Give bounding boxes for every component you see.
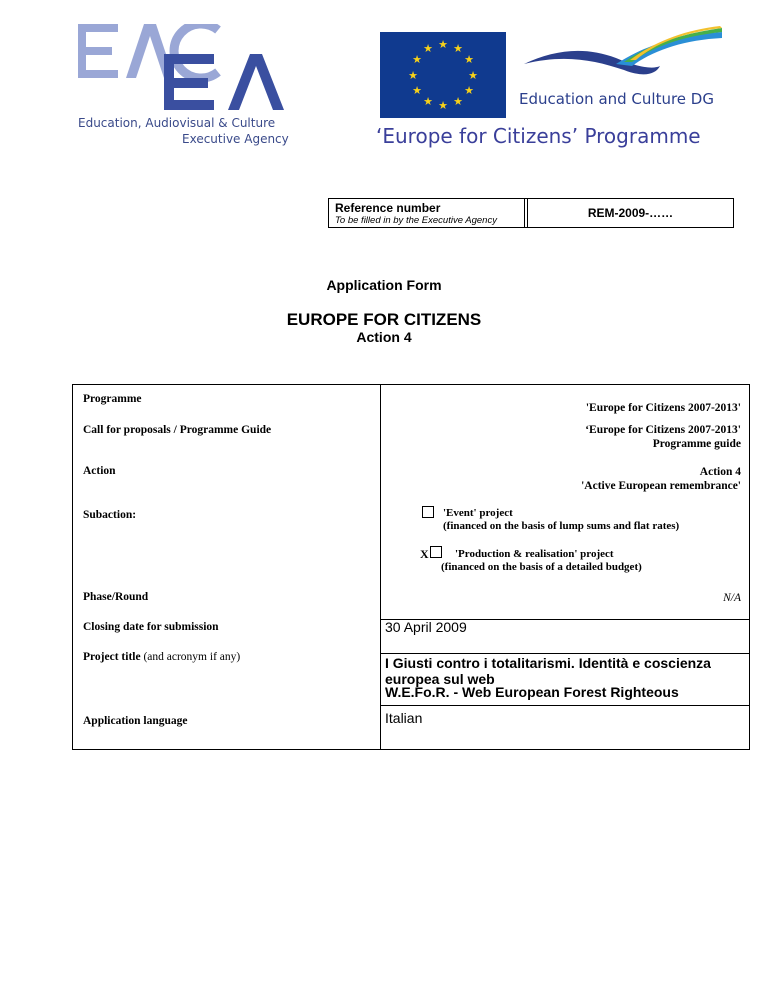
svg-text:★: ★ xyxy=(464,53,474,66)
svg-text:★: ★ xyxy=(464,84,474,97)
svg-text:★: ★ xyxy=(453,42,463,55)
programme-title: ‘Europe for Citizens’ Programme xyxy=(376,124,701,148)
project-title-line1: I Giusti contro i totalitarismi. Identità e coscienza xyxy=(385,655,711,671)
reference-label: Reference number xyxy=(335,201,441,215)
main-title: EUROPE FOR CITIZENS xyxy=(286,310,482,329)
production-selected-mark: X xyxy=(420,547,429,561)
language-value: Italian xyxy=(385,710,423,726)
language-label: Application language xyxy=(83,715,188,727)
subaction-label: Subaction: xyxy=(83,509,137,521)
production-project-note: (financed on the basis of a detailed budget) xyxy=(441,561,642,573)
dg-label: Education and Culture DG xyxy=(519,90,714,108)
reference-label-cell xyxy=(329,199,525,227)
eu-flag-icon xyxy=(380,32,506,118)
svg-text:★: ★ xyxy=(408,69,418,82)
closing-date-label: Closing date for submission xyxy=(83,621,219,633)
reference-note: To be filled in by the Executive Agency xyxy=(335,215,497,226)
dg-swoosh-icon xyxy=(524,26,724,92)
action-title: Action 4 xyxy=(356,329,412,345)
project-title-label xyxy=(83,651,240,663)
eacea-line1: Education, Audiovisual & Culture xyxy=(78,116,276,130)
phase-value: N/A xyxy=(723,592,741,604)
project-title-label-bold: Project title xyxy=(83,651,141,663)
svg-text:★: ★ xyxy=(438,99,448,112)
event-project-checkbox[interactable] xyxy=(422,506,434,518)
svg-text:★: ★ xyxy=(453,95,463,108)
call-label: Call for proposals / Programme Guide xyxy=(83,424,272,436)
svg-text:★: ★ xyxy=(438,38,448,51)
svg-text:★: ★ xyxy=(412,84,422,97)
programme-label: Programme xyxy=(83,393,142,405)
eacea-logo xyxy=(78,24,308,154)
svg-text:★: ★ xyxy=(423,95,433,108)
action-value-line1: Action 4 xyxy=(699,466,741,478)
svg-text:★: ★ xyxy=(412,53,422,66)
form-title: Application Form xyxy=(326,277,442,293)
closing-date-value: 30 April 2009 xyxy=(385,619,467,635)
event-project-label: 'Event' project xyxy=(443,507,513,519)
call-value-line1: ‘Europe for Citizens 2007-2013' xyxy=(585,424,741,436)
row-divider xyxy=(380,653,749,654)
action-label: Action xyxy=(83,465,116,477)
production-project-label: 'Production & realisation' project xyxy=(455,548,614,560)
call-value-line2: Programme guide xyxy=(652,438,741,450)
production-project-checkbox[interactable] xyxy=(430,546,442,558)
phase-label: Phase/Round xyxy=(83,591,149,603)
column-divider xyxy=(380,385,381,749)
application-table xyxy=(72,384,750,750)
reference-box xyxy=(328,198,734,228)
eacea-line2: Executive Agency xyxy=(182,132,289,146)
programme-value: 'Europe for Citizens 2007-2013' xyxy=(585,402,741,414)
action-value-line2: 'Active European remembrance' xyxy=(581,480,741,492)
project-title-line2: europea sul web xyxy=(385,671,495,687)
row-divider xyxy=(380,705,749,706)
reference-value: REM-2009-…… xyxy=(527,199,733,227)
project-acronym: W.E.Fo.R. - Web European Forest Righteous xyxy=(385,684,679,700)
svg-text:★: ★ xyxy=(468,69,478,82)
svg-text:★: ★ xyxy=(423,42,433,55)
event-project-note: (financed on the basis of lump sums and flat rates) xyxy=(443,520,680,532)
project-title-label-note: (and acronym if any) xyxy=(143,651,241,663)
